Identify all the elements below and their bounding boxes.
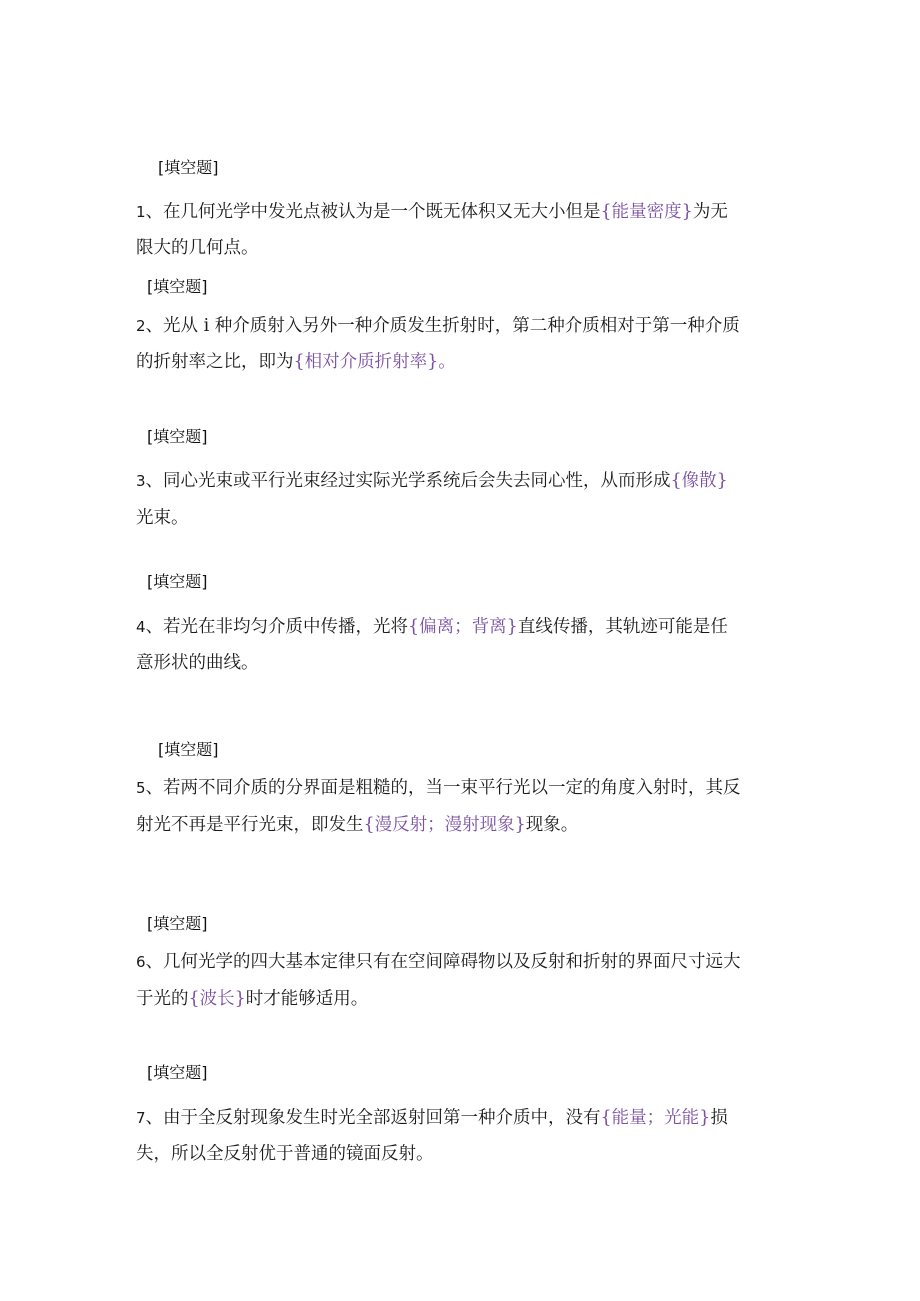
- answer-text: {能量；光能}: [600, 1108, 711, 1128]
- question-number: 4: [136, 618, 146, 636]
- answer-text: {漫反射；漫射现象}: [363, 815, 526, 835]
- question-number: 5: [136, 779, 146, 797]
- question-text: 损: [710, 1108, 728, 1128]
- question-type-tag: [填空题]: [158, 740, 219, 759]
- question-6-line-2: [136, 987, 368, 1011]
- question-number: 2: [136, 317, 146, 335]
- answer-text: {能量密度}: [600, 202, 693, 222]
- question-number: 1: [136, 203, 146, 221]
- question-type-tag: [填空题]: [147, 572, 208, 591]
- separator: 、: [145, 778, 164, 798]
- question-number: 6: [136, 953, 146, 971]
- separator: 、: [145, 202, 164, 222]
- separator: 、: [145, 617, 164, 637]
- answer-text: {偏离；背离}: [408, 617, 518, 637]
- question-text: 现象。: [525, 815, 579, 835]
- question-4-line-2: 意形状的曲线。: [136, 653, 259, 673]
- question-2-line-1: [136, 314, 740, 338]
- question-type-tag: [填空题]: [158, 158, 219, 177]
- question-number: 3: [136, 472, 146, 490]
- question-text: 几何光学的四大基本定律只有在空间障碍物以及反射和折射的界面尺寸远大: [163, 952, 741, 972]
- question-type-tag: [填空题]: [147, 427, 208, 446]
- separator: 、: [145, 1108, 164, 1128]
- separator: 、: [145, 316, 164, 336]
- answer-text: {像散}: [670, 471, 728, 491]
- question-text: 于光的: [136, 989, 189, 1009]
- question-2-line-2: [136, 350, 456, 374]
- question-1-line-1: [136, 200, 728, 224]
- question-text: 的折射率之比，即为: [136, 352, 294, 372]
- question-text: 同心光束或平行光束经过实际光学系统后会失去同心性，从而形成: [163, 471, 671, 491]
- question-type-tag: [填空题]: [147, 914, 208, 933]
- answer-text: {波长}: [188, 989, 246, 1009]
- question-type-tag: [填空题]: [147, 1063, 208, 1082]
- question-text: 为无: [692, 202, 728, 222]
- answer-text: {相对介质折射率}: [293, 352, 439, 372]
- question-4-line-1: [136, 615, 728, 639]
- question-type-tag: [填空题]: [147, 277, 208, 296]
- question-text: 直线传播，其轨迹可能是任: [517, 617, 728, 637]
- question-1-line-2: 限大的几何点。: [136, 238, 259, 258]
- question-7-line-2: 失，所以全反射优于普通的镜面反射。: [136, 1144, 434, 1164]
- question-3-line-2: 光束。: [136, 508, 189, 528]
- question-7-line-1: [136, 1106, 728, 1130]
- question-text: 由于全反射现象发生时光全部返射回第一种介质中，没有: [163, 1108, 601, 1128]
- question-text: 时才能够适用。: [245, 989, 369, 1009]
- question-text: 光从 i 种介质射入另外一种介质发生折射时，第二种介质相对于第一种介质: [163, 316, 740, 336]
- question-text: 射光不再是平行光束，即发生: [136, 815, 364, 835]
- question-text: 在几何光学中发光点被认为是一个既无体积又无大小但是: [163, 202, 601, 222]
- question-text: 。: [438, 352, 456, 372]
- question-text: 若光在非均匀介质中传播，光将: [163, 617, 409, 637]
- separator: 、: [145, 952, 164, 972]
- question-5-line-1: [136, 776, 741, 800]
- question-number: 7: [136, 1109, 146, 1127]
- question-6-line-1: [136, 950, 741, 974]
- question-3-line-1: [136, 469, 728, 493]
- question-5-line-2: [136, 813, 578, 837]
- separator: 、: [145, 471, 164, 491]
- question-text: 若两不同介质的分界面是粗糙的，当一束平行光以一定的角度入射时，其反: [163, 778, 741, 798]
